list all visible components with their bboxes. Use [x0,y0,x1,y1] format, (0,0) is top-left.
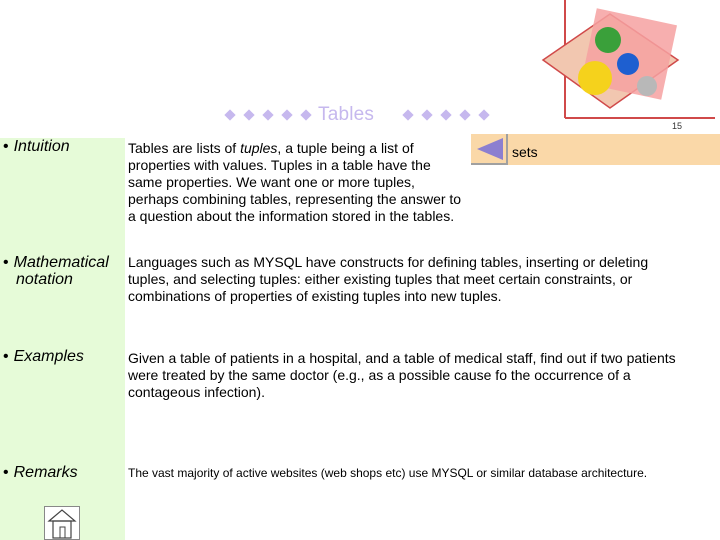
bullet: • [3,348,9,365]
page-number: 15 [672,121,683,131]
row-label-mathematical-notation: • Mathematical notation [3,254,109,288]
bullet: • [3,464,9,481]
title-diamond-ornament [421,109,432,120]
title-diamond-ornament [440,109,451,120]
title-diamond-ornament [459,109,470,120]
left-arrow-icon [475,137,505,161]
title-diamond-ornament [262,109,273,120]
row-text-remarks: The vast majority of active websites (web shops etc) use MYSQL or similar database architecture. [128,466,648,480]
title-diamond-ornament [478,109,489,120]
row-label-remarks: • Remarks [3,464,78,481]
row-text-intuition: Tables are lists of tuples, a tuple being a list of properties with values. Tuples in a table have the same properties. We want one or more tuples, perhaps combining tables, representing the answer to a question about the information stored in the tables. [128,140,462,224]
title-diamond-ornament [243,109,254,120]
title-diamond-ornament [224,109,235,120]
bullet: • [3,254,9,271]
title-diamond-ornament [300,109,311,120]
title-diamond-ornament [281,109,292,120]
title-diamond-ornament [402,109,413,120]
row-text-mathematical-notation: Languages such as MYSQL have constructs for defining tables, inserting or deleting tuples, and selecting tuples: either existing tuples that meet certain constraints, or combinations of properties of existing tuples into new tuples. [128,254,649,304]
home-button[interactable] [44,506,80,540]
slide-title: Tables [318,104,375,125]
home-icon [45,507,79,539]
sets-nav-bar [471,134,720,165]
colored-balls-logo [540,0,720,120]
back-button[interactable] [471,134,508,165]
bullet: • [3,138,9,155]
row-label-examples: • Examples [3,348,84,365]
sets-link[interactable]: sets [512,144,538,160]
row-text-examples: Given a table of patients in a hospital, and a table of medical staff, find out if two patients were treated by the same doctor (e.g., as a possible cause fo the occurrence of a contageous infection). [128,350,676,400]
row-label-intuition: • Intuition [3,138,70,155]
